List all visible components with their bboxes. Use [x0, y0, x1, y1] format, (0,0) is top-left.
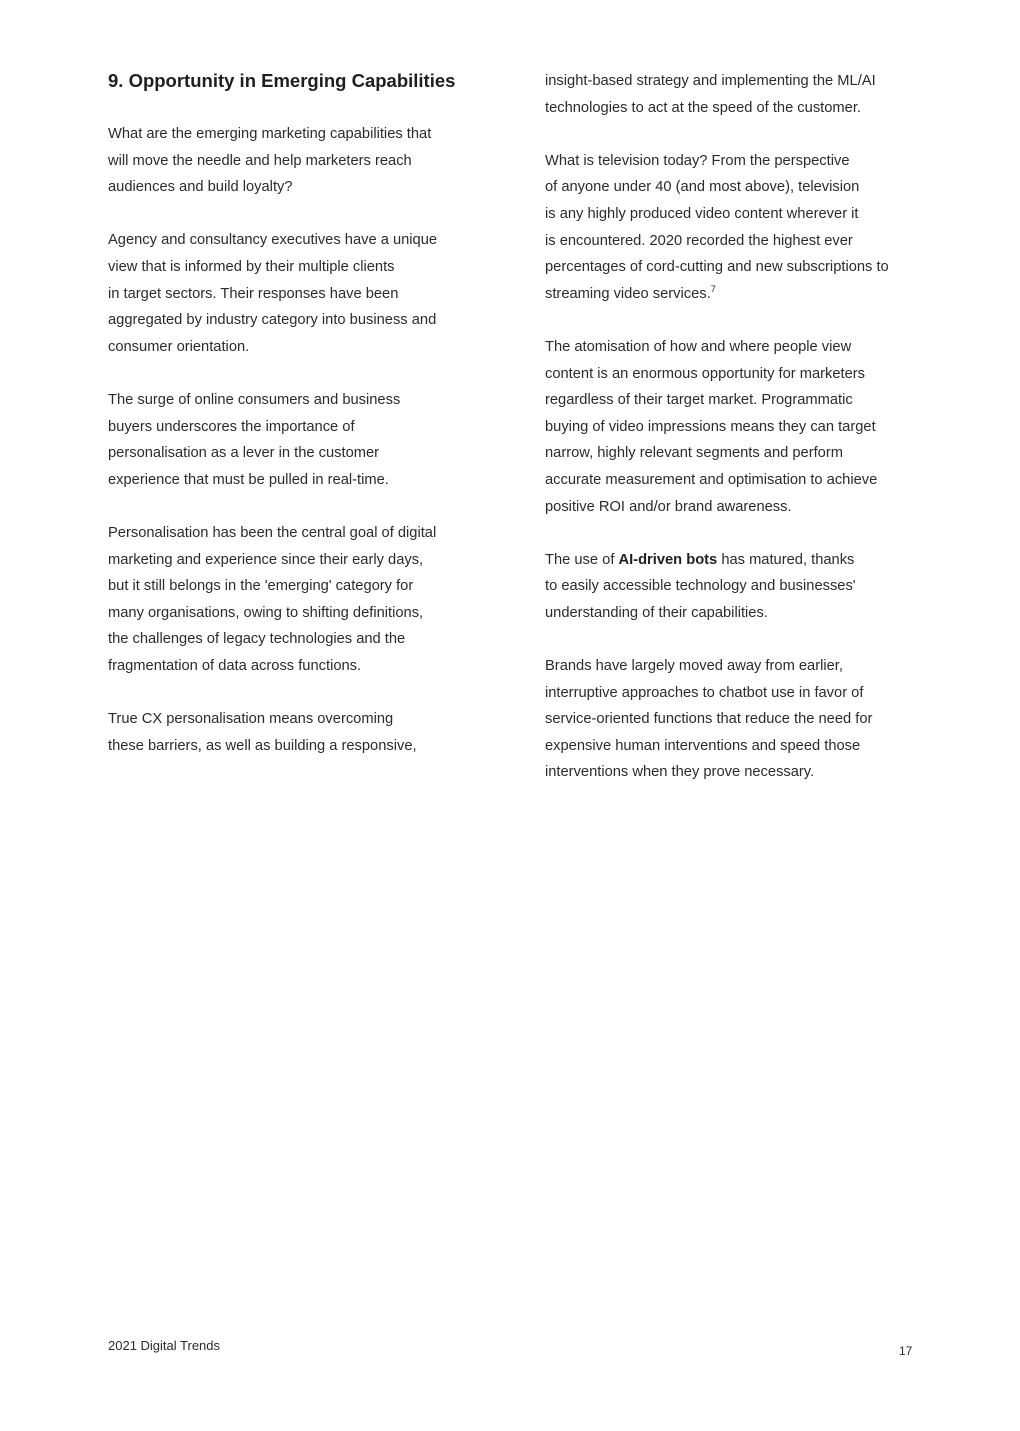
intro-paragraph — [108, 121, 468, 201]
text-line: experience that must be pulled in real-time. — [108, 471, 389, 488]
text-line: but it still belongs in the 'emerging' category for — [108, 578, 414, 595]
text-line — [545, 547, 925, 574]
text-line: will move the needle and help marketers reach — [108, 152, 412, 169]
personalisation-paragraph — [108, 520, 468, 680]
text-line: content is an enormous opportunity for marketers — [545, 365, 866, 382]
right-column — [545, 66, 925, 813]
text-line: marketing and experience since their early days, — [108, 551, 424, 568]
text-segment: streaming video services. — [545, 285, 711, 302]
text-line: percentages of cord-cutting and new subscriptions to — [545, 259, 889, 276]
text-line: service-oriented functions that reduce the need for — [545, 711, 873, 728]
text-line: expensive human interventions and speed those — [545, 737, 861, 754]
text-line: The surge of online consumers and business — [108, 391, 401, 408]
text-line: is encountered. 2020 recorded the highest ever — [545, 232, 853, 249]
text-segment: The use of — [545, 551, 619, 568]
text-line: buyers underscores the importance of — [108, 418, 355, 435]
text-line: positive ROI and/or brand awareness. — [545, 498, 792, 515]
text-line: What is television today? From the perspective — [545, 152, 850, 169]
text-line: personalisation as a lever in the customer — [108, 445, 380, 462]
cx-paragraph — [108, 706, 468, 759]
text-line: Agency and consultancy executives have a unique — [108, 232, 438, 249]
text-line: narrow, highly relevant segments and perform — [545, 445, 843, 462]
text-line: to easily accessible technology and businesses' — [545, 578, 856, 595]
text-line: fragmentation of data across functions. — [108, 657, 362, 674]
text-line: the challenges of legacy technologies and the — [108, 631, 406, 648]
text-line — [545, 281, 925, 308]
text-line: True CX personalisation means overcoming — [108, 711, 394, 728]
continuation-paragraph — [545, 68, 925, 121]
text-line: is any highly produced video content wherever it — [545, 205, 859, 222]
text-segment: has matured, thanks — [717, 551, 855, 568]
text-line: consumer orientation. — [108, 338, 250, 355]
text-line: of anyone under 40 (and most above), television — [545, 179, 860, 196]
left-column — [108, 66, 468, 786]
text-line: understanding of their capabilities. — [545, 604, 768, 621]
text-line: interruptive approaches to chatbot use in favor of — [545, 684, 864, 701]
text-line: these barriers, as well as building a responsive, — [108, 737, 417, 754]
text-line: Brands have largely moved away from earlier, — [545, 658, 843, 675]
text-line: technologies to act at the speed of the customer. — [545, 99, 861, 116]
text-line: aggregated by industry category into business and — [108, 312, 437, 329]
text-line: many organisations, owing to shifting definitions, — [108, 604, 424, 621]
text-line: in target sectors. Their responses have been — [108, 285, 399, 302]
text-line: Personalisation has been the central goal of digital — [108, 524, 437, 541]
surge-paragraph — [108, 387, 468, 493]
footnote-marker: 7 — [710, 283, 716, 294]
text-line: buying of video impressions means they can target — [545, 418, 876, 435]
ai-bots-paragraph — [545, 547, 925, 627]
text-line: accurate measurement and optimisation to achieve — [545, 471, 878, 488]
text-line: The atomisation of how and where people view — [545, 338, 852, 355]
page-number: 17 — [899, 1344, 913, 1358]
text-line: insight-based strategy and implementing the ML/AI — [545, 73, 876, 89]
text-line: interventions when they prove necessary. — [545, 764, 815, 781]
text-line: audiences and build loyalty? — [108, 179, 293, 196]
agency-paragraph — [108, 227, 468, 360]
section-heading: 9. Opportunity in Emerging Capabilities — [108, 70, 456, 91]
emphasis-text: AI-driven bots — [618, 551, 718, 568]
text-line: regardless of their target market. Programmatic — [545, 392, 853, 409]
chatbot-paragraph — [545, 653, 925, 786]
text-line: What are the emerging marketing capabilities that — [108, 126, 432, 142]
television-paragraph — [545, 148, 925, 308]
text-line: view that is informed by their multiple clients — [108, 258, 395, 275]
footer-title: 2021 Digital Trends — [108, 1338, 221, 1353]
atomisation-paragraph — [545, 334, 925, 520]
